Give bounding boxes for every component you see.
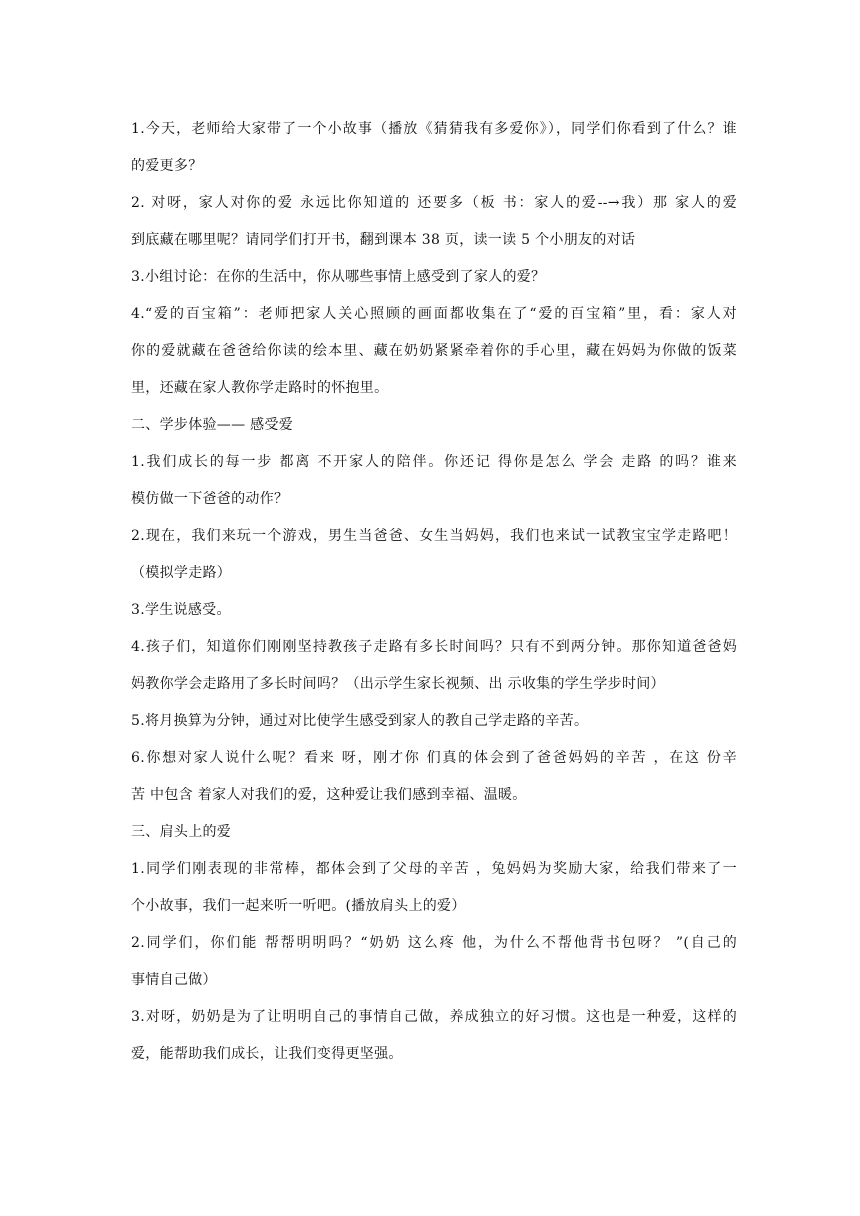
- text-line: 3.小组讨论：在你的生活中，你从哪些事情上感受到了家人的爱？: [131, 269, 546, 285]
- section-heading: 三、肩头上的爱: [131, 824, 232, 840]
- text-line: 个小故事，我们一起来听一听吧。(播放肩头上的爱）: [131, 898, 466, 914]
- text-line: 苦 中包含 着家人对我们的爱，这种爱让我们感到幸福、温暖。: [131, 787, 527, 803]
- text-line: 5.将月换算为分钟，通过对比使学生感受到家人的教自己学走路的辛苦。: [131, 713, 589, 729]
- text-line: 6.你想对家人说什么呢？看来 呀，刚才你 们真的体会到了爸爸妈妈的辛苦 ，在这 份辛: [131, 750, 737, 766]
- text-line: 3.学生说感受。: [131, 602, 231, 618]
- text-line: 你的爱就藏在爸爸给你读的绘本里、藏在奶奶紧紧牵着你的手心里，藏在妈妈为你做的饭菜: [131, 343, 737, 359]
- text-line: 1.同学们刚表现的非常棒，都体会到了父母的辛苦 ，兔妈妈为奖励大家，给我们带来了一: [131, 861, 737, 877]
- text-line: 到底藏在哪里呢？请同学们打开书，翻到课本 38 页，读一读 5 个小朋友的对话: [131, 232, 636, 248]
- text-line: 事情自己做）: [131, 972, 217, 988]
- text-line: （模拟学走路）: [131, 565, 232, 581]
- text-line: 2.同学们，你们能 帮帮明明吗？“奶奶 这么疼 他，为什么不帮他背书包呀？ ”(自己的: [131, 935, 737, 951]
- text-line: 的爱更多？: [131, 158, 203, 174]
- text-line: 1.我们成长的每一步 都离 不开家人的陪伴。你还记 得你是怎么 学会 走路 的吗？谁来: [131, 454, 737, 470]
- text-line: 2. 对呀，家人对你的爱 永远比你知道的 还要多（板 书：家人的爱--→我）那 家人的爱: [131, 195, 737, 211]
- text-line: 里，还藏在家人教你学走路时的怀抱里。: [131, 380, 389, 396]
- section-heading: 二、学步体验—— 感受爱: [131, 417, 294, 433]
- text-line: 3.对呀，奶奶是为了让明明自己的事情自己做，养成独立的好习惯。这也是一种爱，这样的: [131, 1009, 737, 1025]
- text-line: 妈教你学会走路用了多长时间吗？（出示学生家长视频、出 示收集的学生学步时间）: [131, 676, 665, 692]
- text-line: 1.今天，老师给大家带了一个小故事（播放《猜猜我有多爱你》），同学们你看到了什么？谁: [131, 121, 737, 137]
- document-body: [131, 111, 737, 1073]
- text-line: 4.孩子们，知道你们刚刚坚持教孩子走路有多长时间吗？只有不到两分钟。那你知道爸爸妈: [131, 639, 737, 655]
- text-line: 2.现在，我们来玩一个游戏，男生当爸爸、女生当妈妈，我们也来试一试教宝宝学走路吧！: [131, 528, 737, 544]
- text-line: 模仿做一下爸爸的动作？: [131, 491, 289, 507]
- text-line: 4.“爱的百宝箱”：老师把家人关心照顾的画面都收集在了“爱的百宝箱”里，看：家人对: [131, 306, 737, 322]
- text-line: 爱，能帮助我们成长，让我们变得更坚强。: [131, 1046, 403, 1062]
